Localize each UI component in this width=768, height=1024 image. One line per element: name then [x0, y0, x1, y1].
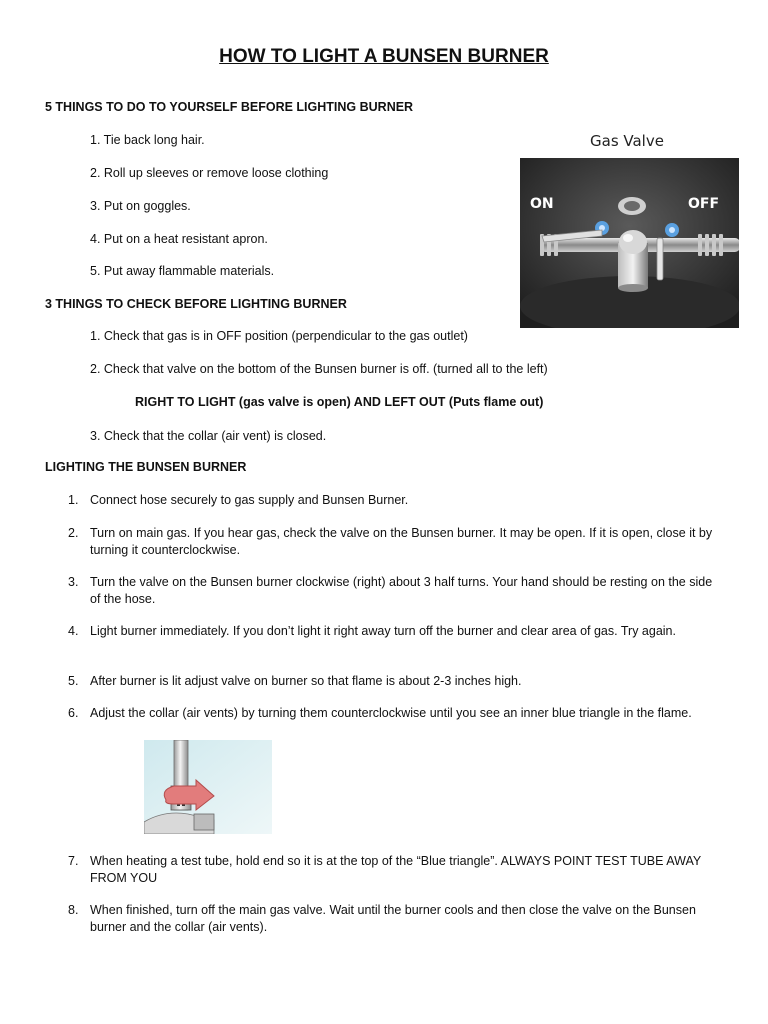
- right-to-light-note: RIGHT TO LIGHT (gas valve is open) AND LEFT OUT (Puts flame out): [135, 395, 544, 409]
- list-item: 4. Put on a heat resistant apron.: [90, 232, 268, 246]
- step-number: 6.: [68, 706, 79, 720]
- list-item: 5. Put away flammable materials.: [90, 264, 275, 278]
- step-number: 7.: [68, 854, 79, 868]
- step-text: When finished, turn off the main gas valve. Wait until the burner cools and then close the valve on the Bunsen burner and the collar (air vents).: [90, 903, 696, 934]
- step-text: Adjust the collar (air vents) by turning them counterclockwise until you see an inner blue triangle in the flame.: [90, 706, 692, 720]
- section-heading-yourself: 5 THINGS TO DO TO YOURSELF BEFORE LIGHTING BURNER: [45, 100, 414, 114]
- collar-adjust-illustration: [144, 740, 272, 834]
- on-label: ON: [530, 196, 554, 212]
- step-text: Turn on main gas. If you hear gas, check the valve on the Bunsen burner. It may be open. If it is open, close it by turning it counterclockwise.: [90, 526, 713, 557]
- step-number: 1.: [68, 493, 79, 507]
- step-number: 8.: [68, 903, 79, 917]
- list-item: 2. Roll up sleeves or remove loose clothing: [90, 166, 329, 180]
- step-text: Light burner immediately. If you don’t light it right away turn off the burner and clear area of gas. Try again.: [90, 624, 676, 638]
- step-text: Turn the valve on the Bunsen burner clockwise (right) about 3 half turns. Your hand should be resting on the side of the hose.: [90, 575, 713, 606]
- list-item: 2. Check that valve on the bottom of the Bunsen burner is off. (turned all to the left): [90, 362, 548, 376]
- step-number: 5.: [68, 674, 79, 688]
- list-item: 3. Put on goggles.: [90, 199, 191, 213]
- gas-valve-caption: Gas Valve: [590, 132, 664, 150]
- step-text: After burner is lit adjust valve on burner so that flame is about 2-3 inches high.: [90, 674, 522, 688]
- step-number: 2.: [68, 526, 79, 540]
- section-heading-check: 3 THINGS TO CHECK BEFORE LIGHTING BURNER: [45, 297, 347, 311]
- step-text: When heating a test tube, hold end so it is at the top of the “Blue triangle”. ALWAYS POINT TEST TUBE AWAY FROM YOU: [90, 854, 701, 885]
- gas-valve-photo: [520, 158, 739, 328]
- list-item: 1. Tie back long hair.: [90, 133, 205, 147]
- step-number: 4.: [68, 624, 79, 638]
- section-heading-lighting: LIGHTING THE BUNSEN BURNER: [45, 460, 247, 474]
- off-label: OFF: [688, 196, 720, 212]
- step-text: Connect hose securely to gas supply and Bunsen Burner.: [90, 493, 409, 507]
- list-item: 1. Check that gas is in OFF position (perpendicular to the gas outlet): [90, 329, 468, 343]
- step-number: 3.: [68, 575, 79, 589]
- list-item: 3. Check that the collar (air vent) is closed.: [90, 429, 327, 443]
- page-title: HOW TO LIGHT A BUNSEN BURNER: [219, 46, 549, 67]
